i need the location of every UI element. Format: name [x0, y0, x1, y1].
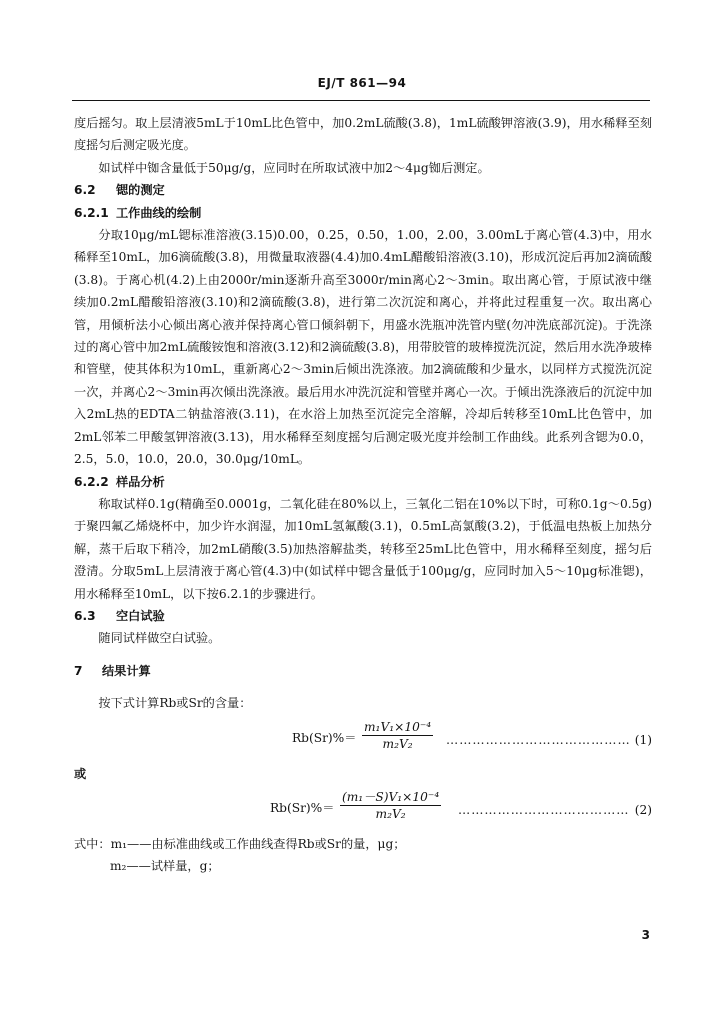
equation-leader-dots: ………………………………… — [458, 802, 630, 817]
header-rule — [72, 100, 650, 101]
section-title: 空白试验 — [116, 608, 165, 623]
section-title: 锶的测定 — [116, 183, 165, 198]
section-number: 6.3 — [74, 608, 96, 623]
section-number: 7 — [74, 663, 83, 678]
standard-code-header: EJ/T 861—94 — [317, 76, 407, 90]
where-line-m1 — [74, 833, 652, 855]
document-body — [74, 112, 652, 878]
where-m2: m₂——试样量，g； — [110, 859, 220, 874]
page-number: 3 — [641, 928, 650, 942]
equation-denominator: m₂V₂ — [375, 806, 406, 821]
paragraph-rubidium-note: 如试样中铷含量低于50μg/g，应同时在所取试液中加2～4μg铷后测定。 — [98, 160, 490, 175]
equation-1 — [74, 715, 652, 763]
where-line-m2 — [74, 855, 652, 877]
section-title: 工作曲线的绘制 — [116, 205, 202, 220]
section-6-2-1-heading — [74, 202, 652, 224]
section-7-heading — [74, 660, 652, 682]
section-number: 6.2 — [74, 183, 96, 198]
section-number: 6.2.1 — [74, 205, 109, 220]
equation-number: (2) — [634, 802, 652, 817]
paragraph-sample-analysis: 称取试样0.1g(精确至0.0001g，二氧化硅在80%以上，三氧化二铝在10%以下时，可称0.1g～0.5g)于聚四氟乙烯烧杯中，加少许水润湿，加10mL氢氟酸(3.1)，0.5mL高氯酸(3.2)，于低温电热板上加热分解，蒸干后取下稍冷，加2mL硝酸(3.5)加热溶解盐类，转移至25mL比色管中，用水稀释至刻度，摇匀后澄清。分取5mL上层清液于离心管(4.3)中(如试样中锶含量低于100μg/g，应同时加入5～10μg标准锶)，用水稀释至10mL，以下按6.2.1的步骤进行。 — [74, 496, 652, 601]
section-number: 6.2.2 — [74, 474, 109, 489]
section-6-2-2-heading — [74, 471, 652, 493]
equation-numerator: (m₁－S)V₁×10⁻⁴ — [342, 789, 440, 804]
equation-2 — [74, 785, 652, 833]
equation-leader-dots: …………………………………… — [446, 732, 631, 747]
equation-fraction — [340, 789, 441, 822]
paragraph-blank-test: 随同试样做空白试验。 — [98, 631, 221, 646]
equation-denominator: m₂V₂ — [382, 736, 413, 751]
equation-lhs: Rb(Sr)%＝ — [292, 730, 357, 745]
where-lead: 式中： — [74, 836, 111, 851]
section-title: 结果计算 — [102, 663, 151, 678]
where-m1: m₁——由标准曲线或工作曲线查得Rb或Sr的量，μg； — [110, 836, 406, 851]
equation-fraction — [362, 719, 433, 752]
paragraph-working-curve: 分取10μg/mL锶标准溶液(3.15)0.00，0.25，0.50，1.00，2.00，3.00mL于离心管(4.3)中，用水稀释至10mL，加6滴硫酸(3.8)，用微量取液器(4.4)加0.4mL醋酸铅溶液(3.10)，形成沉淀后再加2滴硫酸(3.8)。于离心机(4.2)上由2000r/min逐渐升高至3000r/min离心2～3min。取出离心管，于原试液中继续加0.2mL醋酸铅溶液(3.10)和2滴硫酸(3.8)，进行第二次沉淀和离心，并将此过程重复一次。取出离心管，用倾析法小心倾出离心液并保持离心管口倾斜朝下，用盛水洗瓶冲洗管内壁(勿冲洗底部沉淀)。于洗涤过的离心管中加2mL硫酸铵饱和溶液(3.12)和2滴硫酸(3.8)，用带胶管的玻棒搅洗沉淀，然后用水洗净玻棒和管壁，使其体积为10mL，重新离心2～3min后倾出洗涤液。加2滴硫酸和少量水，以同样方式搅洗沉淀一次，并离心2～3min再次倾出洗涤液。最后用水冲洗沉淀和管壁并离心一次。于倾出洗涤液后的沉淀中加入2mL热的EDTA二钠盐溶液(3.11)，在水浴上加热至沉淀完全溶解，冷却后转移至10mL比色管中，加2mL邻苯二甲酸氢钾溶液(3.13)，用水稀释至刻度摇匀后测定吸光度并绘制工作曲线。此系列含锶为0.0，2.5，5.0，10.0，20.0，30.0μg/10mL。 — [74, 228, 652, 467]
section-6-3-heading — [74, 605, 652, 627]
equation-number: (1) — [634, 732, 652, 747]
paragraph-continuation: 度后摇匀。取上层清液5mL于10mL比色管中，加0.2mL硫酸(3.8)，1mL硫酸钾溶液(3.9)，用水稀释至刻度摇匀后测定吸光度。 — [74, 116, 653, 153]
section-title: 样品分析 — [116, 474, 165, 489]
equation-lhs: Rb(Sr)%＝ — [270, 800, 335, 815]
section-6-2-heading — [74, 179, 652, 201]
equation-numerator: m₁V₁×10⁻⁴ — [364, 719, 432, 734]
or-word: 或 — [74, 766, 87, 781]
paragraph-calc-intro: 按下式计算Rb或Sr的含量： — [98, 696, 252, 711]
